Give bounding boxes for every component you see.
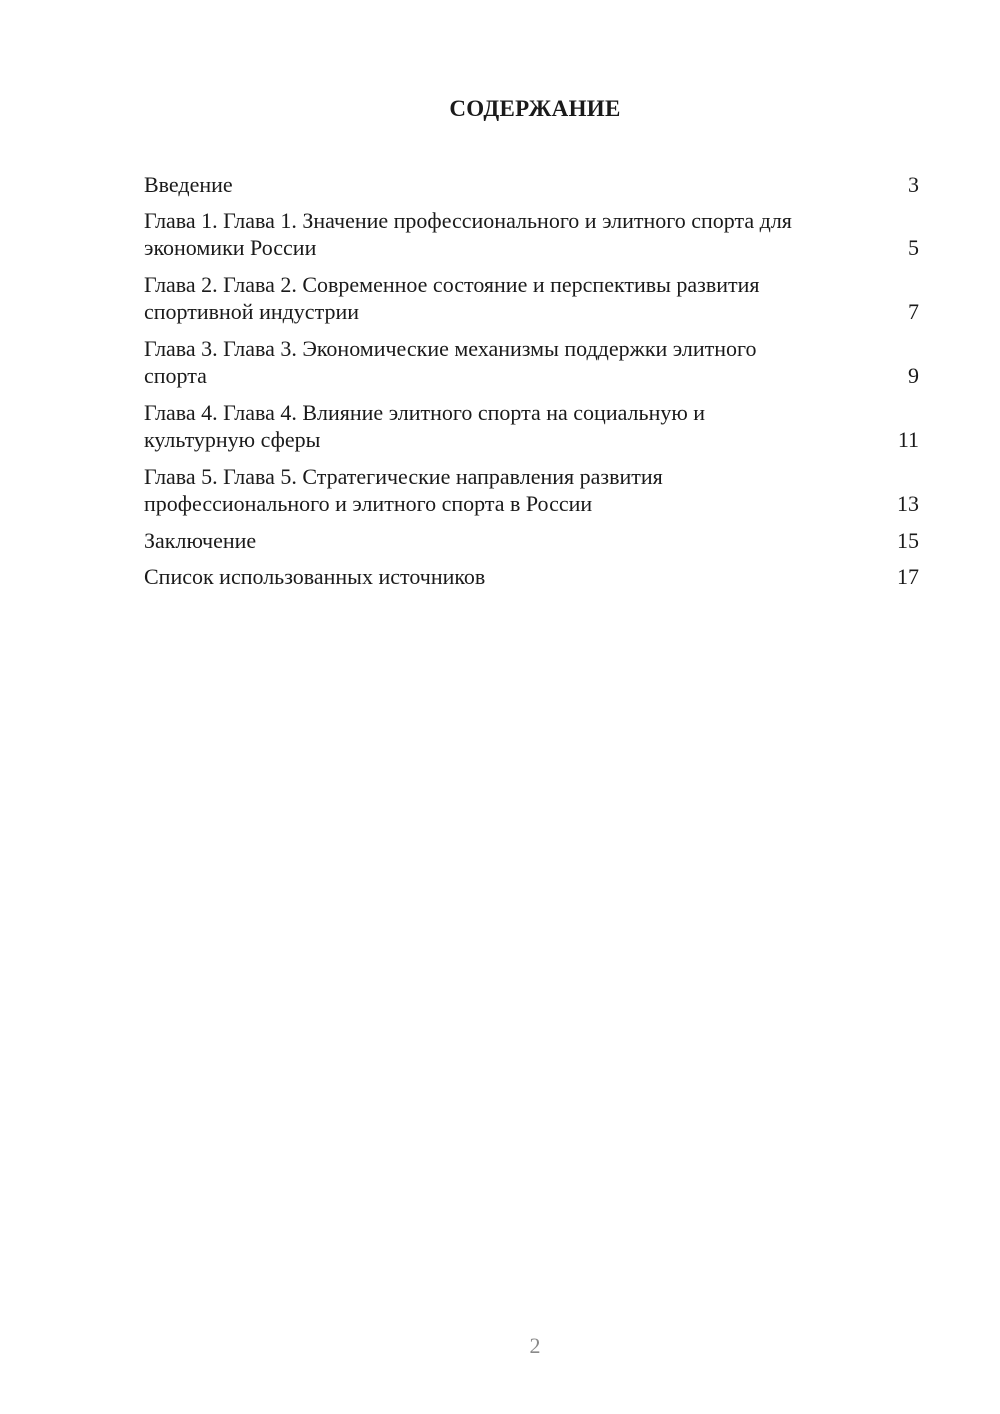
toc-entry-page: 11 xyxy=(897,427,919,452)
toc-entry-text: Глава 1. Глава 1. Значение профессионального и элитного спорта для экономики России xyxy=(144,208,792,260)
toc-title: СОДЕРЖАНИЕ xyxy=(449,96,621,121)
toc-entry-introduction[interactable] xyxy=(144,171,919,198)
toc-entry-text: Заключение xyxy=(144,528,257,553)
toc-entry-text: Глава 3. Глава 3. Экономические механизмы поддержки элитного спорта xyxy=(144,336,757,388)
toc-entry-references[interactable] xyxy=(144,563,919,590)
toc-entry-text: Список использованных источников xyxy=(144,564,486,589)
toc-entry-text: Глава 2. Глава 2. Современное состояние и перспективы развития спортивной индустрии xyxy=(144,272,760,324)
toc-entry-page: 13 xyxy=(897,491,919,516)
toc-entry-chapter-3[interactable] xyxy=(144,335,919,389)
toc-entry-text: Введение xyxy=(144,172,233,197)
toc-entry-chapter-5[interactable] xyxy=(144,463,919,517)
page-number: 2 xyxy=(529,1333,541,1358)
toc-entry-page: 5 xyxy=(908,235,919,260)
toc-list xyxy=(144,171,919,599)
toc-entry-page: 9 xyxy=(908,363,919,388)
toc-entry-page: 17 xyxy=(897,564,919,589)
toc-entry-page: 7 xyxy=(908,299,919,324)
toc-entry-page: 3 xyxy=(908,172,919,197)
toc-entry-text: Глава 4. Глава 4. Влияние элитного спорта на социальную и культурную сферы xyxy=(144,400,706,452)
toc-entry-chapter-4[interactable] xyxy=(144,399,919,453)
toc-entry-page: 15 xyxy=(897,528,919,553)
toc-entry-chapter-2[interactable] xyxy=(144,271,919,325)
toc-entry-chapter-1[interactable] xyxy=(144,207,919,261)
toc-entry-conclusion[interactable] xyxy=(144,527,919,554)
toc-entry-text: Глава 5. Глава 5. Стратегические направления развития профессионального и элитного спорта в России xyxy=(144,464,663,516)
